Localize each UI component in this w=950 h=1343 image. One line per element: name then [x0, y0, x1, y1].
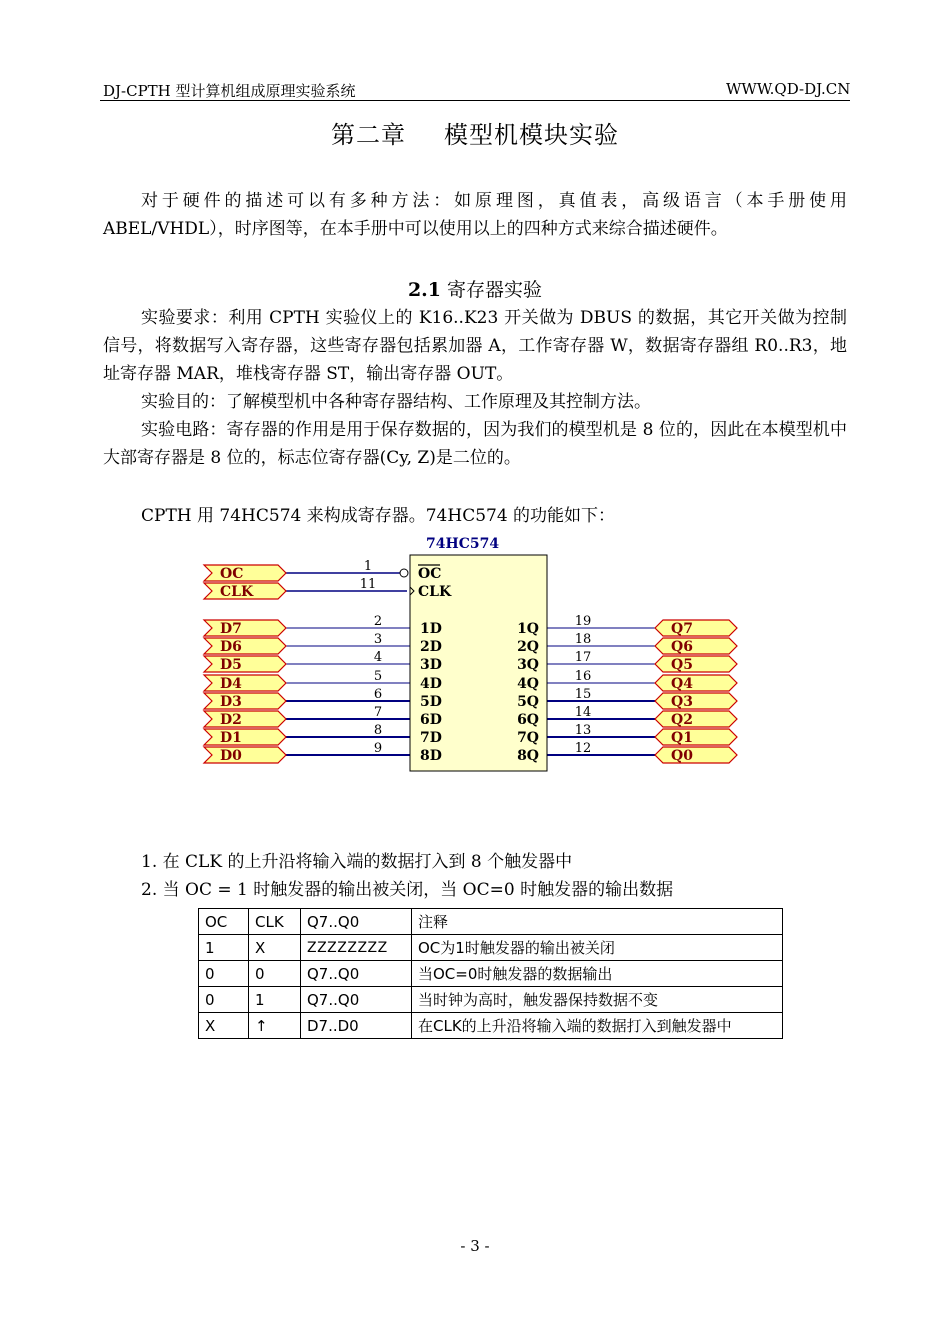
- table-cell: X: [199, 1013, 249, 1039]
- header-cell: 注释: [412, 909, 783, 935]
- header-cell: CLK: [249, 909, 301, 935]
- q3-tag-label: Q3: [671, 694, 693, 710]
- q6-port-label: 2Q: [517, 639, 539, 655]
- q6-tag-label: Q6: [671, 639, 693, 655]
- d6-pin-number: 3: [373, 632, 383, 647]
- chapter-number: 第二章: [331, 121, 406, 149]
- purpose-paragraph: 实验目的：了解模型机中各种寄存器结构、工作原理及其控制方法。: [141, 392, 651, 412]
- q0-port-label: 8Q: [517, 748, 539, 764]
- d3-tag-label: D3: [220, 694, 242, 710]
- q2-pin-number: 14: [574, 705, 592, 720]
- d2-tag: [204, 711, 286, 727]
- q1-pin-number: 13: [574, 723, 592, 738]
- d2-pin-number: 7: [373, 705, 383, 720]
- d7-pin-number: 2: [373, 614, 383, 629]
- d0-tag-label: D0: [220, 748, 242, 764]
- table-cell: 0: [249, 961, 301, 987]
- list-item-number: 1.: [141, 852, 158, 872]
- q1-tag: [655, 729, 737, 745]
- oc-tag: [204, 565, 286, 581]
- table-cell: 在CLK的上升沿将输入端的数据打入到触发器中: [412, 1013, 783, 1039]
- d5-pin-number: 4: [373, 650, 383, 665]
- table-cell: 1: [199, 935, 249, 961]
- intro-paragraph: 对于硬件的描述可以有多种方法：如原理图，真值表，高级语言（本手册使用ABEL/VHDL），时序图等，在本手册中可以使用以上的四种方式来综合描述硬件。: [103, 191, 847, 239]
- page-number: - 3 -: [460, 1237, 490, 1255]
- clk-pin-number: 11: [359, 577, 377, 592]
- section-number: 2.1: [407, 279, 442, 301]
- table-cell: OC为1时触发器的输出被关闭: [412, 935, 783, 961]
- q5-port-label: 3Q: [517, 657, 539, 673]
- list-item: [141, 847, 572, 872]
- q3-port-label: 5Q: [517, 694, 539, 710]
- q7-tag-label: Q7: [671, 621, 693, 637]
- d1-tag-label: D1: [220, 730, 242, 746]
- q0-tag: [655, 747, 737, 763]
- d4-pin-number: 5: [373, 669, 383, 684]
- list-item-text: 在 CLK 的上升沿将输入端的数据打入到 8 个触发器中: [162, 852, 573, 872]
- header-cell: Q7..Q0: [301, 909, 412, 935]
- table-header-row: [199, 909, 783, 935]
- q4-port-label: 4Q: [517, 676, 539, 692]
- d1-port-label: 7D: [420, 730, 442, 746]
- header-left-title: DJ-CPTH 型计算机组成原理实验系统: [103, 82, 356, 100]
- d2-tag-label: D2: [220, 712, 242, 728]
- q2-tag: [655, 711, 737, 727]
- table-cell: 0: [199, 961, 249, 987]
- d3-tag: [204, 693, 286, 709]
- d2-port-label: 6D: [420, 712, 442, 728]
- d1-pin-number: 8: [373, 723, 383, 738]
- clk-port-label: CLK: [418, 584, 452, 600]
- d1-tag: [204, 729, 286, 745]
- header-right-url: WWW.QD-DJ.CN: [726, 80, 851, 98]
- circuit-paragraph: 实验电路：寄存器的作用是用于保存数据的，因为我们的模型机是 8 位的，因此在本模型机中大部寄存器是 8 位的，标志位寄存器(Cy, Z)是二位的。: [103, 420, 847, 468]
- d4-tag-label: D4: [220, 676, 242, 692]
- d5-tag-label: D5: [220, 657, 242, 673]
- table-cell: 0: [199, 987, 249, 1013]
- q2-tag-label: Q2: [671, 712, 693, 728]
- oc-pin-number: 1: [363, 559, 373, 574]
- list-item-number: 2.: [141, 880, 158, 900]
- table-cell: Q7..Q0: [301, 987, 412, 1013]
- q2-port-label: 6Q: [517, 712, 539, 728]
- truth-table: [198, 908, 783, 1039]
- requirement-paragraph: 实验要求：利用 CPTH 实验仪上的 K16..K23 开关做为 DBUS 的数据，其它开关做为控制信号，将数据写入寄存器，这些寄存器包括累加器 A，工作寄存器 W，数据寄存器组 R0..R3，地址寄存器 MAR，堆栈寄存器 ST，输出寄存器 OUT。: [103, 308, 847, 384]
- table-cell: ↑: [249, 1013, 301, 1039]
- table-cell: 当OC=0时触发器的数据输出: [412, 961, 783, 987]
- oc-tag-label: OC: [220, 566, 244, 582]
- header-cell: OC: [199, 909, 249, 935]
- table-cell: 1: [249, 987, 301, 1013]
- d6-tag: [204, 638, 286, 654]
- list-item-text: 当 OC = 1 时触发器的输出被关闭，当 OC=0 时触发器的输出数据: [162, 880, 674, 900]
- d4-port-label: 4D: [420, 676, 442, 692]
- d7-port-label: 1D: [420, 621, 442, 637]
- q4-pin-number: 16: [574, 669, 592, 684]
- q5-tag: [655, 656, 737, 672]
- chip-name: 74HC574: [426, 536, 500, 552]
- q1-port-label: 7Q: [517, 730, 539, 746]
- clk-tag-label: CLK: [220, 584, 254, 600]
- oc-inversion-bubble: [400, 569, 408, 577]
- q7-port-label: 1Q: [517, 621, 539, 637]
- q4-tag-label: Q4: [671, 676, 693, 692]
- oc-port-label: OC: [418, 566, 442, 582]
- q3-pin-number: 15: [574, 687, 592, 702]
- table-cell: 当时钟为高时，触发器保持数据不变: [412, 987, 783, 1013]
- q0-pin-number: 12: [574, 741, 592, 756]
- q7-tag: [655, 620, 737, 636]
- chapter-name: 模型机模块实验: [444, 121, 619, 149]
- d3-pin-number: 6: [373, 687, 383, 702]
- d6-port-label: 2D: [420, 639, 442, 655]
- table-row: [199, 1013, 783, 1039]
- d0-pin-number: 9: [373, 741, 383, 756]
- q3-tag: [655, 693, 737, 709]
- d6-tag-label: D6: [220, 639, 242, 655]
- q0-tag-label: Q0: [671, 748, 693, 764]
- list-item: [141, 875, 673, 900]
- d5-port-label: 3D: [420, 657, 442, 673]
- d3-port-label: 5D: [420, 694, 442, 710]
- table-cell: X: [249, 935, 301, 961]
- table-row: [199, 935, 783, 961]
- d0-tag: [204, 747, 286, 763]
- d7-tag: [204, 620, 286, 636]
- section-name: 寄存器实验: [447, 279, 543, 301]
- chip-intro-paragraph: CPTH 用 74HC574 来构成寄存器。74HC574 的功能如下：: [141, 506, 616, 526]
- table-row: [199, 987, 783, 1013]
- d4-tag: [204, 675, 286, 691]
- q4-tag: [655, 675, 737, 691]
- q1-tag-label: Q1: [671, 730, 693, 746]
- table-cell: Q7..Q0: [301, 961, 412, 987]
- table-row: [199, 961, 783, 987]
- table-cell: ZZZZZZZZ: [301, 935, 412, 961]
- q5-tag-label: Q5: [671, 657, 693, 673]
- q6-pin-number: 18: [574, 632, 592, 647]
- q6-tag: [655, 638, 737, 654]
- table-cell: D7..D0: [301, 1013, 412, 1039]
- d5-tag: [204, 656, 286, 672]
- d7-tag-label: D7: [220, 621, 242, 637]
- q7-pin-number: 19: [574, 614, 592, 629]
- d0-port-label: 8D: [420, 748, 442, 764]
- q5-pin-number: 17: [574, 650, 592, 665]
